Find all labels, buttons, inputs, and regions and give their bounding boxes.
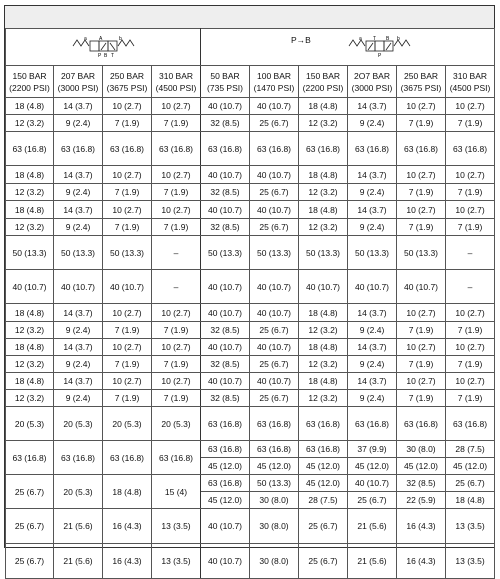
flow-value-cell: 9 (2.4) [348,390,397,407]
flow-value-cell: 21 (5.6) [54,509,103,544]
flow-value-cell: 20 (5.3) [103,407,152,441]
flow-value-cell: 63 (16.8) [299,407,348,441]
flow-value-cell: 10 (2.7) [397,98,446,115]
pressure-bar: 207 BAR [60,70,96,81]
flow-value-cell: 10 (2.7) [103,339,152,356]
flow-value-cell: 12 (3.2) [299,390,348,407]
flow-value-cell: 10 (2.7) [103,304,152,322]
flow-value-cell: 7 (1.9) [397,322,446,339]
flow-value-cell: 63 (16.8) [6,132,54,166]
flow-value-cell: 16 (4.3) [103,544,152,579]
valve-symbol-left-icon [71,36,135,58]
table-row [6,322,495,339]
pressure-psi: (3000 PSI) [351,82,393,93]
flow-value-cell: 40 (10.7) [250,270,299,304]
flow-value-cell: 10 (2.7) [446,339,495,356]
pressure-psi: (3000 PSI) [57,82,99,93]
pressure-bar: 50 BAR [210,70,240,81]
flow-value-cell: 20 (5.3) [54,407,103,441]
flow-value-cell: 63 (16.8) [103,132,152,166]
right-symbol-cell [201,29,495,66]
pressure-cell [103,66,152,98]
table-row [6,441,495,458]
flow-value-cell: 7 (1.9) [397,356,446,373]
flow-value-cell: 9 (2.4) [348,219,397,236]
flow-value-cell: – [152,270,201,304]
pressure-psi: (1470 PSI) [253,82,295,93]
flow-value-cell: 21 (5.6) [348,544,397,579]
flow-value-cell: 28 (7.5) [446,441,495,458]
flow-value-cell: 20 (5.3) [152,407,201,441]
flow-value-cell: 25 (6.7) [6,544,54,579]
flow-value-cell: 7 (1.9) [152,115,201,132]
flow-value-cell: 63 (16.8) [103,441,152,475]
flow-value-cell: 63 (16.8) [299,441,348,458]
flow-value-cell: 10 (2.7) [152,201,201,219]
flow-value-cell: 45 (12.0) [250,458,299,475]
flow-value-cell: 50 (13.3) [299,236,348,270]
flow-value-cell: 40 (10.7) [201,544,250,579]
flow-value-cell: 25 (6.7) [250,184,299,201]
pressure-cell [201,66,250,98]
flow-value-cell: 40 (10.7) [201,98,250,115]
flow-value-cell: 18 (4.8) [299,98,348,115]
flow-value-cell: 16 (4.3) [397,544,446,579]
flow-value-cell: 9 (2.4) [348,184,397,201]
table-row [6,475,495,492]
flow-value-cell: 10 (2.7) [397,166,446,184]
flow-value-cell: 63 (16.8) [201,441,250,458]
flow-value-cell: 16 (4.3) [103,509,152,544]
pressure-cell [152,66,201,98]
flow-value-cell: 7 (1.9) [446,322,495,339]
flow-value-cell: 63 (16.8) [397,407,446,441]
flow-value-cell: 18 (4.8) [446,492,495,509]
flow-value-cell: 50 (13.3) [397,236,446,270]
flow-value-cell: 18 (4.8) [299,339,348,356]
flow-value-cell: 63 (16.8) [6,441,54,475]
flow-value-cell: 63 (16.8) [250,132,299,166]
flow-value-cell: 40 (10.7) [201,166,250,184]
flow-value-cell: 14 (3.7) [54,201,103,219]
flow-value-cell: 14 (3.7) [54,373,103,390]
flow-value-cell: 45 (12.0) [299,458,348,475]
table-row [6,184,495,201]
flow-rating-table [5,28,495,579]
flow-value-cell: 12 (3.2) [6,115,54,132]
flow-value-cell: 18 (4.8) [6,201,54,219]
pressure-cell [348,66,397,98]
flow-value-cell: 7 (1.9) [103,219,152,236]
flow-value-cell: 9 (2.4) [348,322,397,339]
flow-value-cell: 12 (3.2) [299,115,348,132]
flow-value-cell: – [152,236,201,270]
table-row [6,356,495,373]
table-row [6,339,495,356]
flow-value-cell: 45 (12.0) [201,458,250,475]
flow-value-cell: 40 (10.7) [250,166,299,184]
flow-value-cell: 32 (8.5) [201,322,250,339]
pressure-bar: 150 BAR [12,70,47,81]
flow-value-cell: 18 (4.8) [6,339,54,356]
flow-value-cell: 10 (2.7) [152,98,201,115]
flow-value-cell: 18 (4.8) [299,201,348,219]
flow-value-cell: 63 (16.8) [201,475,250,492]
table-row [6,390,495,407]
flow-value-cell: 18 (4.8) [6,166,54,184]
flow-value-cell: 22 (5.9) [397,492,446,509]
flow-value-cell: 7 (1.9) [446,184,495,201]
symbol-letter-a: a [84,36,87,42]
flow-value-cell: 63 (16.8) [397,132,446,166]
pressure-cell [397,66,446,98]
flow-value-cell: 7 (1.9) [103,390,152,407]
pressure-cell [446,66,495,98]
flow-value-cell: 12 (3.2) [299,356,348,373]
symbol-letter-b: b [397,36,400,42]
flow-value-cell: 10 (2.7) [446,304,495,322]
table-row [6,132,495,166]
pressure-psi: (3675 PSI) [400,82,442,93]
flow-value-cell: 50 (13.3) [201,236,250,270]
flow-value-cell: 7 (1.9) [152,356,201,373]
flow-value-cell: 14 (3.7) [54,339,103,356]
flow-value-cell: 10 (2.7) [152,166,201,184]
flow-value-cell: 9 (2.4) [54,184,103,201]
symbol-letter-B: B [104,53,108,58]
flow-value-cell: 32 (8.5) [201,390,250,407]
pressure-bar: 250 BAR [109,70,145,81]
flow-value-cell: 10 (2.7) [446,373,495,390]
flow-value-cell: 63 (16.8) [54,441,103,475]
flow-value-cell: 20 (5.3) [54,475,103,509]
flow-value-cell: 7 (1.9) [446,115,495,132]
flow-direction-label: P→B [291,35,311,45]
flow-value-cell: 40 (10.7) [250,201,299,219]
flow-value-cell: 7 (1.9) [152,219,201,236]
flow-value-cell: 10 (2.7) [397,304,446,322]
flow-value-cell: 40 (10.7) [6,270,54,304]
flow-value-cell: 13 (3.5) [152,509,201,544]
pressure-header-row [6,66,495,98]
flow-value-cell: 40 (10.7) [54,270,103,304]
flow-value-cell: 63 (16.8) [54,132,103,166]
table-row [6,544,495,579]
table-row [6,304,495,322]
flow-value-cell: 7 (1.9) [103,356,152,373]
flow-value-cell: 18 (4.8) [6,98,54,115]
table-title-bar [5,6,494,29]
table-row [6,98,495,115]
flow-value-cell: 28 (7.5) [299,492,348,509]
pressure-psi: (735 PSI) [207,82,243,93]
symbol-letter-P: P [378,53,382,58]
flow-value-cell: 63 (16.8) [152,441,201,475]
pressure-bar: 310 BAR [453,70,488,81]
flow-value-cell: 7 (1.9) [152,184,201,201]
flow-value-cell: 12 (3.2) [6,184,54,201]
pressure-cell [6,66,54,98]
flow-value-cell: 12 (3.2) [6,356,54,373]
flow-value-cell: 7 (1.9) [103,115,152,132]
symbol-letter-T: T [111,53,115,58]
symbol-letter-A: A [99,36,103,42]
flow-value-cell: 32 (8.5) [201,115,250,132]
flow-value-cell: 9 (2.4) [54,219,103,236]
flow-value-cell: 30 (8.0) [250,509,299,544]
flow-value-cell: 40 (10.7) [299,270,348,304]
flow-value-cell: 63 (16.8) [201,132,250,166]
flow-value-cell: 63 (16.8) [299,132,348,166]
flow-value-cell: 7 (1.9) [446,219,495,236]
flow-value-cell: 18 (4.8) [6,373,54,390]
flow-value-cell: 14 (3.7) [54,98,103,115]
flow-value-cell: 10 (2.7) [397,373,446,390]
flow-value-cell: 12 (3.2) [6,219,54,236]
flow-value-cell: 25 (6.7) [250,219,299,236]
flow-value-cell: 21 (5.6) [348,509,397,544]
flow-value-cell: 25 (6.7) [348,492,397,509]
flow-value-cell: 63 (16.8) [152,132,201,166]
flow-value-cell: 40 (10.7) [348,475,397,492]
flow-value-cell: 7 (1.9) [103,322,152,339]
flow-value-cell: 10 (2.7) [152,339,201,356]
flow-value-cell: 30 (8.0) [250,544,299,579]
flow-value-cell: 30 (8.0) [397,441,446,458]
table-row [6,201,495,219]
flow-value-cell: 12 (3.2) [6,390,54,407]
pressure-psi: (3675 PSI) [106,82,148,93]
flow-value-cell: 12 (3.2) [299,184,348,201]
flow-value-cell: 12 (3.2) [299,322,348,339]
flow-value-cell: 9 (2.4) [54,115,103,132]
flow-value-cell: 7 (1.9) [152,322,201,339]
flow-value-cell: 25 (6.7) [250,356,299,373]
flow-value-cell: 40 (10.7) [250,98,299,115]
table-row [6,219,495,236]
flow-value-cell: 15 (4) [152,475,201,509]
flow-value-cell: 13 (3.5) [446,544,495,579]
flow-value-cell: 18 (4.8) [6,304,54,322]
pressure-bar: 100 BAR [256,70,292,81]
table-row [6,115,495,132]
flow-value-cell: 40 (10.7) [250,373,299,390]
flow-value-cell: 10 (2.7) [446,98,495,115]
flow-value-cell: 63 (16.8) [250,441,299,458]
flow-value-cell: 10 (2.7) [103,201,152,219]
flow-value-cell: 40 (10.7) [103,270,152,304]
flow-value-cell: 45 (12.0) [348,458,397,475]
pressure-psi: (2200 PSI) [9,82,50,93]
flow-value-cell: 63 (16.8) [201,407,250,441]
flow-value-cell: 25 (6.7) [6,509,54,544]
flow-value-cell: 40 (10.7) [201,373,250,390]
flow-value-cell: 25 (6.7) [446,475,495,492]
flow-value-cell: 7 (1.9) [397,184,446,201]
flow-value-cell: 25 (6.7) [299,509,348,544]
table-row [6,373,495,390]
flow-value-cell: 50 (13.3) [6,236,54,270]
flow-value-cell: 25 (6.7) [250,115,299,132]
flow-value-cell: 45 (12.0) [201,492,250,509]
flow-value-cell: 40 (10.7) [250,339,299,356]
flow-value-cell: 63 (16.8) [446,132,495,166]
flow-value-cell: 32 (8.5) [201,184,250,201]
valve-symbol-right-icon [347,36,411,58]
flow-value-cell: 21 (5.6) [54,544,103,579]
flow-value-cell: 40 (10.7) [201,304,250,322]
flow-value-cell: 32 (8.5) [397,475,446,492]
flow-value-cell: 16 (4.3) [397,509,446,544]
flow-value-cell: 9 (2.4) [54,356,103,373]
flow-value-cell: 50 (13.3) [250,475,299,492]
pressure-cell [299,66,348,98]
flow-value-cell: 12 (3.2) [6,322,54,339]
flow-value-cell: 45 (12.0) [446,458,495,475]
symbol-letter-T: T [373,36,377,42]
pressure-cell [250,66,299,98]
pressure-bar: 250 BAR [403,70,439,81]
flow-value-cell: 9 (2.4) [54,322,103,339]
flow-value-cell: 40 (10.7) [201,270,250,304]
flow-value-cell: 14 (3.7) [348,304,397,322]
flow-value-cell: 50 (13.3) [103,236,152,270]
flow-value-cell: 18 (4.8) [103,475,152,509]
flow-value-cell: 14 (3.7) [348,339,397,356]
flow-value-cell: 25 (6.7) [6,475,54,509]
pressure-psi: (2200 PSI) [302,82,344,93]
flow-value-cell: 18 (4.8) [299,166,348,184]
flow-value-cell: 40 (10.7) [397,270,446,304]
flow-value-cell: 7 (1.9) [103,184,152,201]
table-row [6,407,495,441]
flow-value-cell: 20 (5.3) [6,407,54,441]
flow-value-cell: 7 (1.9) [397,219,446,236]
flow-value-cell: 50 (13.3) [348,236,397,270]
flow-value-cell: 14 (3.7) [348,373,397,390]
flow-value-cell: 7 (1.9) [446,356,495,373]
flow-value-cell: 40 (10.7) [250,304,299,322]
flow-value-cell: 10 (2.7) [152,304,201,322]
flow-value-cell: – [446,270,495,304]
flow-value-cell: 10 (2.7) [152,373,201,390]
flow-value-cell: 50 (13.3) [250,236,299,270]
flow-value-cell: 18 (4.8) [299,373,348,390]
pressure-bar: 2O7 BAR [354,70,390,81]
flow-value-cell: 14 (3.7) [54,304,103,322]
flow-value-cell: 9 (2.4) [348,115,397,132]
flow-value-cell: 50 (13.3) [54,236,103,270]
flow-value-cell: 63 (16.8) [348,132,397,166]
flow-value-cell: 7 (1.9) [397,390,446,407]
flow-value-cell: 45 (12.0) [299,475,348,492]
flow-value-cell: 13 (3.5) [152,544,201,579]
flow-value-cell: – [446,236,495,270]
pressure-cell [54,66,103,98]
flow-value-cell: 10 (2.7) [446,201,495,219]
flow-value-cell: 25 (6.7) [250,322,299,339]
flow-value-cell: 14 (3.7) [54,166,103,184]
pressure-bar: 310 BAR [158,70,194,81]
table-row [6,166,495,184]
flow-value-cell: 40 (10.7) [201,339,250,356]
flow-value-cell: 7 (1.9) [446,390,495,407]
table-row [6,270,495,304]
flow-value-cell: 32 (8.5) [201,219,250,236]
flow-value-cell: 10 (2.7) [397,339,446,356]
symbol-letter-B: B [386,36,390,42]
flow-value-cell: 30 (8.0) [250,492,299,509]
flow-value-cell: 7 (1.9) [152,390,201,407]
flow-value-cell: 40 (10.7) [201,201,250,219]
flow-value-cell: 10 (2.7) [446,166,495,184]
flow-value-cell: 13 (3.5) [446,509,495,544]
pressure-bar: 150 BAR [305,70,341,81]
table-row [6,236,495,270]
symbol-letter-a: a [359,36,362,42]
flow-value-cell: 25 (6.7) [299,544,348,579]
flow-value-cell: 7 (1.9) [397,115,446,132]
pressure-psi: (4500 PSI) [155,82,197,93]
pressure-psi: (4500 PSI) [449,82,491,93]
flow-value-cell: 63 (16.8) [348,407,397,441]
left-symbol-cell [6,29,201,66]
flow-value-cell: 32 (8.5) [201,356,250,373]
flow-value-cell: 63 (16.8) [446,407,495,441]
flow-value-cell: 10 (2.7) [103,98,152,115]
flow-value-cell: 18 (4.8) [299,304,348,322]
flow-value-cell: 9 (2.4) [54,390,103,407]
flow-value-cell: 14 (3.7) [348,98,397,115]
flow-value-cell: 40 (10.7) [348,270,397,304]
flow-value-cell: 10 (2.7) [103,373,152,390]
flow-value-cell: 10 (2.7) [103,166,152,184]
symbol-letter-b: b [119,36,122,42]
flow-value-cell: 37 (9.9) [348,441,397,458]
flow-value-cell: 10 (2.7) [397,201,446,219]
header-row [6,29,495,66]
flow-value-cell: 45 (12.0) [397,458,446,475]
flow-value-cell: 25 (6.7) [250,390,299,407]
flow-value-cell: 40 (10.7) [201,509,250,544]
performance-table-frame [4,5,495,566]
flow-value-cell: 14 (3.7) [348,166,397,184]
flow-value-cell: 12 (3.2) [299,219,348,236]
table-row [6,509,495,544]
flow-value-cell: 14 (3.7) [348,201,397,219]
symbol-letter-P: P [98,53,102,58]
flow-value-cell: 9 (2.4) [348,356,397,373]
flow-value-cell: 63 (16.8) [250,407,299,441]
